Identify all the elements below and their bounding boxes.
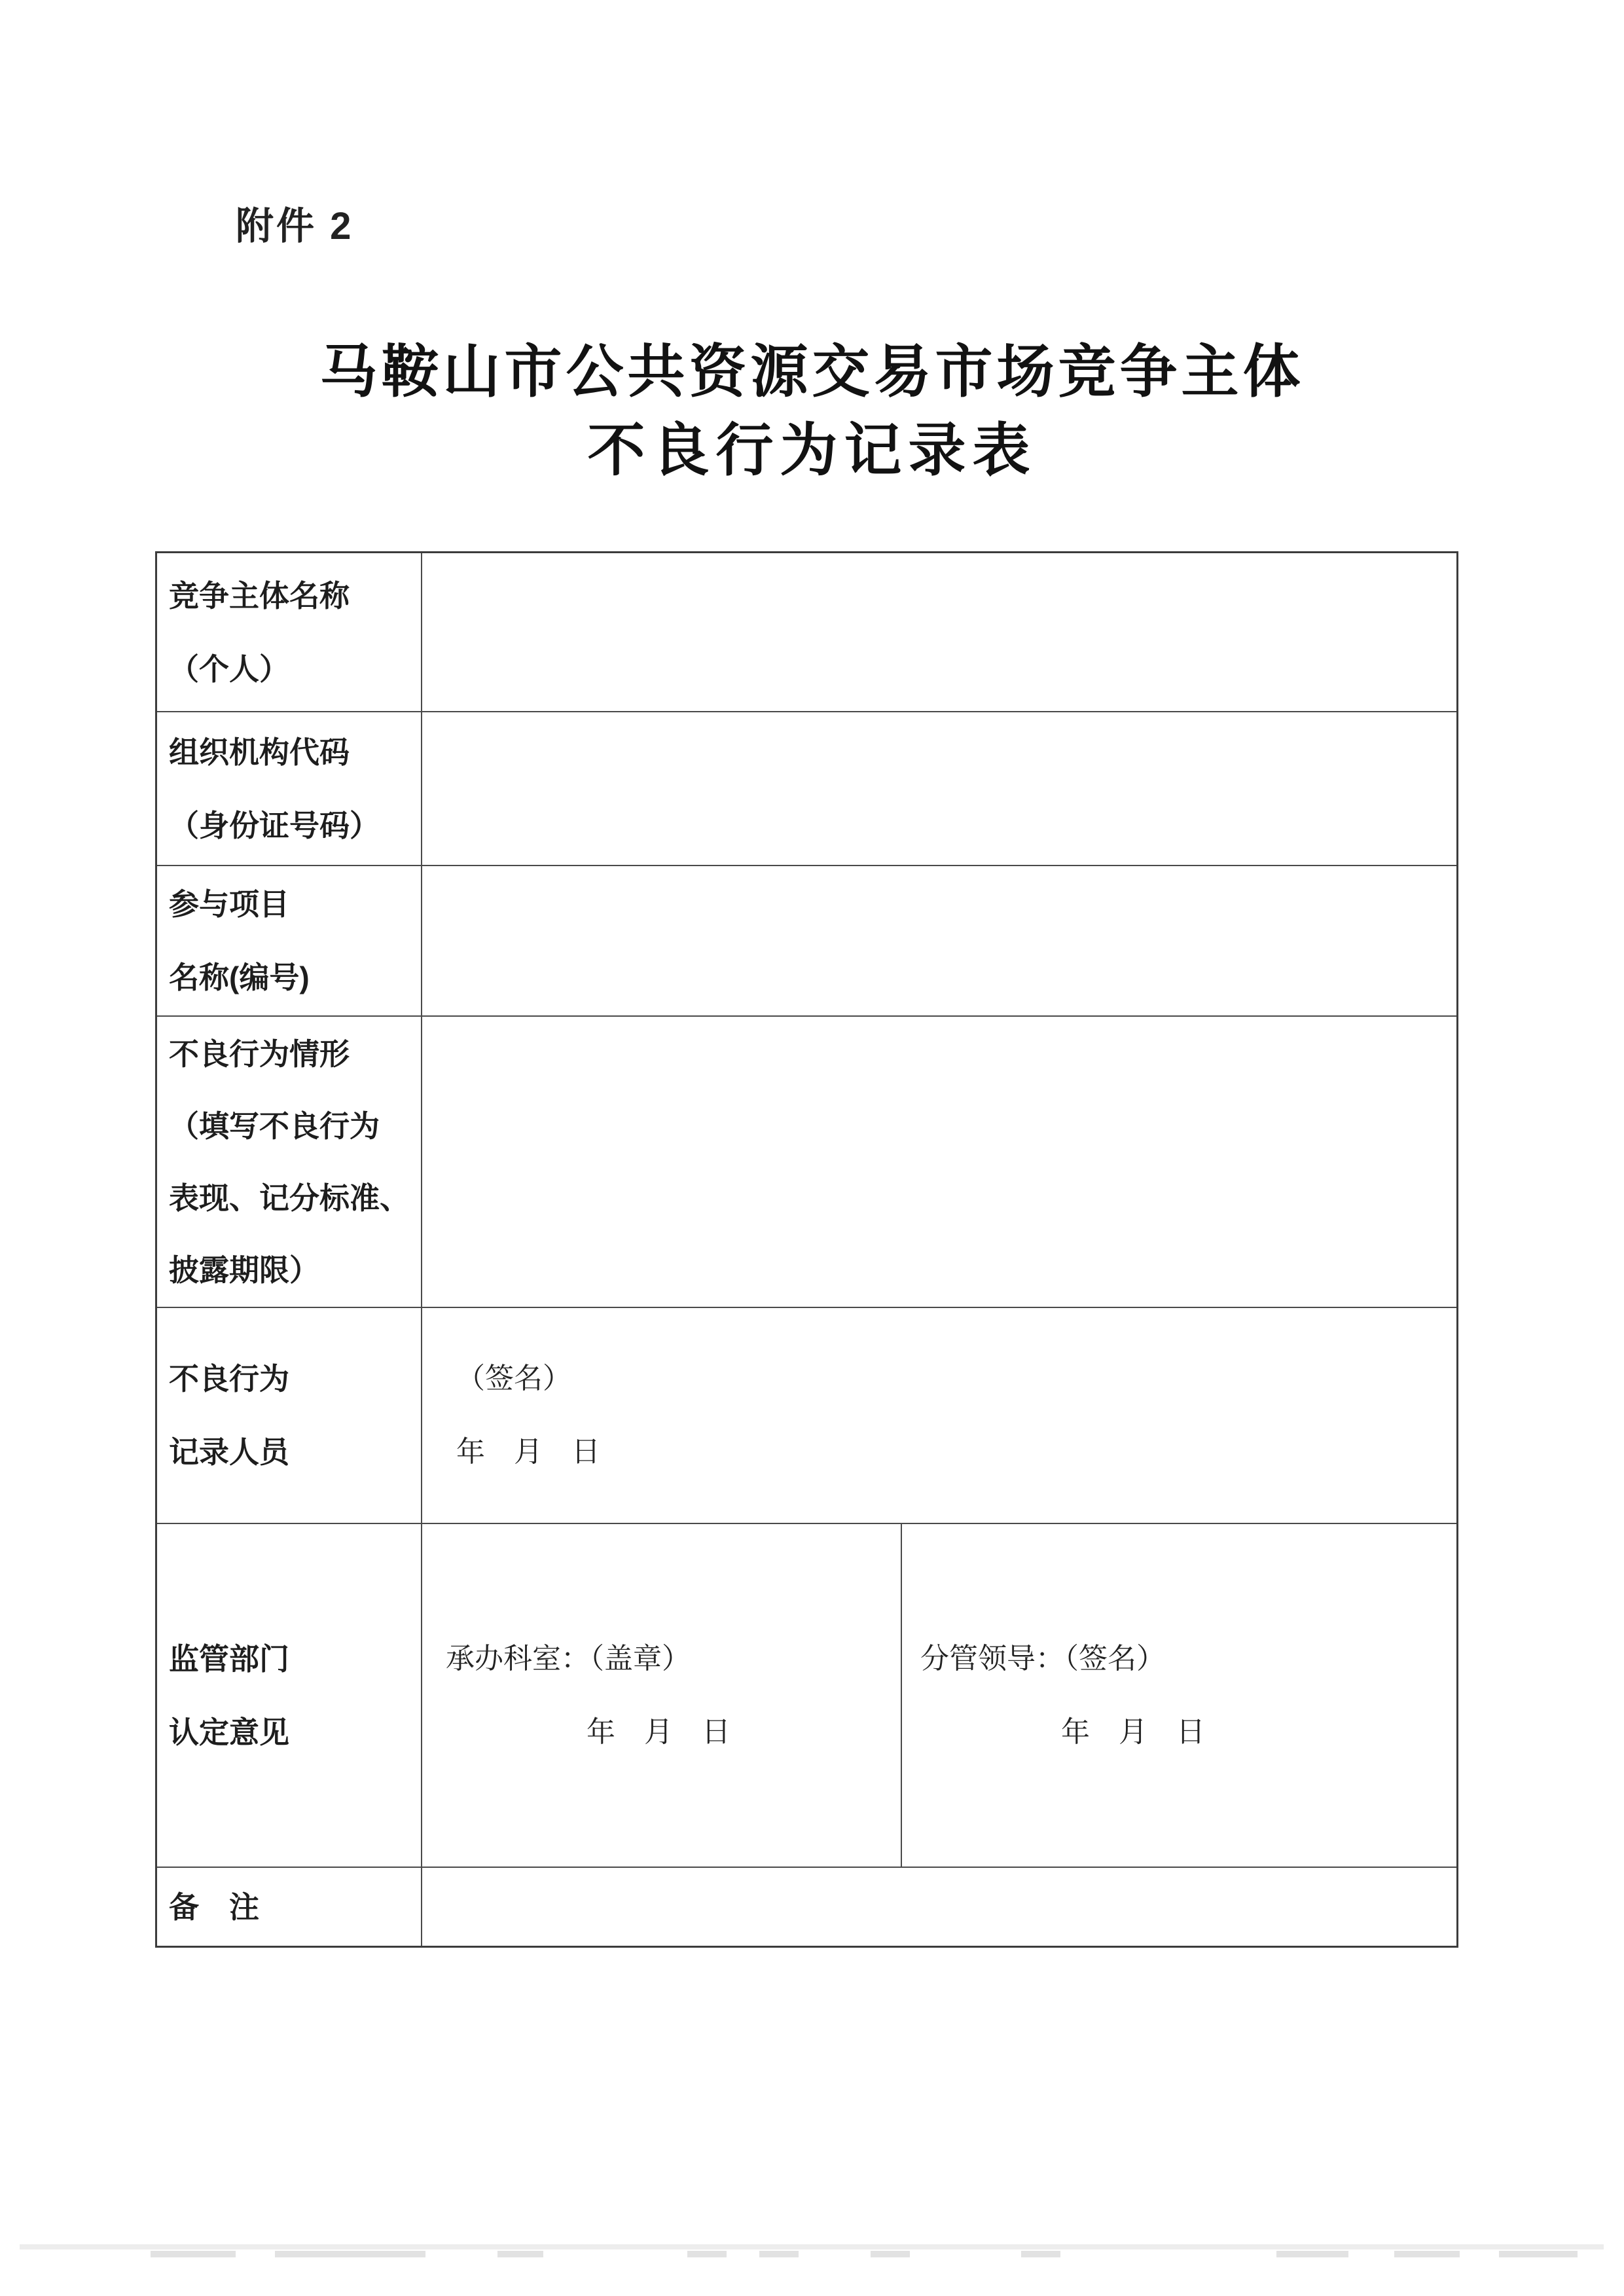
- label-line: 记录人员: [169, 1435, 289, 1469]
- row-label-org-code: [157, 712, 422, 865]
- label-line: 不良行为: [169, 1362, 289, 1396]
- cell-remarks-value: [422, 1868, 1456, 1946]
- table-row: [157, 1524, 1456, 1868]
- date-hint: 年 月 日: [456, 1436, 600, 1468]
- scan-artifact: [1276, 2251, 1348, 2257]
- label-line: 备 注: [169, 1889, 259, 1924]
- table-row: [157, 866, 1456, 1017]
- label-line: 不良行为情形: [169, 1036, 350, 1071]
- label-line: 竞争主体名称: [169, 578, 350, 613]
- cell-competitor-name-value: [422, 553, 1456, 711]
- label-line: 披露期限）: [169, 1252, 319, 1287]
- table-row: [157, 1868, 1456, 1946]
- cell-bad-behavior-value: [422, 1017, 1456, 1307]
- scan-artifact: [20, 2244, 1604, 2250]
- label-line: 表现、记分标准、: [169, 1180, 410, 1215]
- cell-org-code-value: [422, 712, 1456, 865]
- label-line: 组织机构代码: [169, 735, 350, 769]
- cell-recorder-signature: [422, 1308, 1456, 1523]
- label-line: 监管部门: [169, 1641, 289, 1676]
- row-label-competitor-name: [157, 553, 422, 711]
- cell-handling-office: [422, 1524, 902, 1867]
- scan-artifact: [687, 2251, 727, 2257]
- scan-artifact: [871, 2251, 910, 2257]
- table-row: [157, 712, 1456, 866]
- cell-project-name-value: [422, 866, 1456, 1015]
- label-line: （个人）: [169, 651, 289, 686]
- label-line: （身份证号码）: [169, 808, 380, 843]
- date-hint: 年 月 日: [586, 1715, 731, 1748]
- label-line: 参与项目: [169, 887, 289, 921]
- leader-sign-hint: 分管领导：（签名）: [920, 1642, 1165, 1675]
- row-label-regulator-opinion: [157, 1524, 422, 1867]
- label-line: 名称(编号): [169, 960, 310, 994]
- row-label-remarks: [157, 1868, 422, 1946]
- scan-artifact: [1021, 2251, 1060, 2257]
- office-seal-hint: 承办科室：（盖章）: [446, 1642, 691, 1675]
- scan-artifact: [1394, 2251, 1460, 2257]
- scan-artifact: [151, 2251, 236, 2257]
- label-line: 认定意见: [169, 1715, 289, 1749]
- signature-hint: （签名）: [456, 1362, 571, 1394]
- date-hint: 年 月 日: [1061, 1715, 1205, 1748]
- scan-artifact: [497, 2251, 543, 2257]
- label-line: （填写不良行为: [169, 1108, 380, 1143]
- row-label-recorder: [157, 1308, 422, 1523]
- document-title-line1: 马鞍山市公共资源交易市场竞争主体: [319, 341, 1305, 405]
- document-title-line2: 不良行为记录表: [587, 420, 1037, 483]
- scan-artifact: [275, 2251, 425, 2257]
- record-form-table: [155, 551, 1458, 1948]
- row-label-project-name: [157, 866, 422, 1015]
- table-row: [157, 1017, 1456, 1308]
- table-row: [157, 553, 1456, 712]
- attachment-label: 附件 2: [236, 205, 354, 247]
- scan-artifact: [759, 2251, 799, 2257]
- table-row: [157, 1308, 1456, 1524]
- scan-artifact: [1499, 2251, 1578, 2257]
- cell-leader-signature: [902, 1524, 1456, 1867]
- row-label-bad-behavior-detail: [157, 1017, 422, 1307]
